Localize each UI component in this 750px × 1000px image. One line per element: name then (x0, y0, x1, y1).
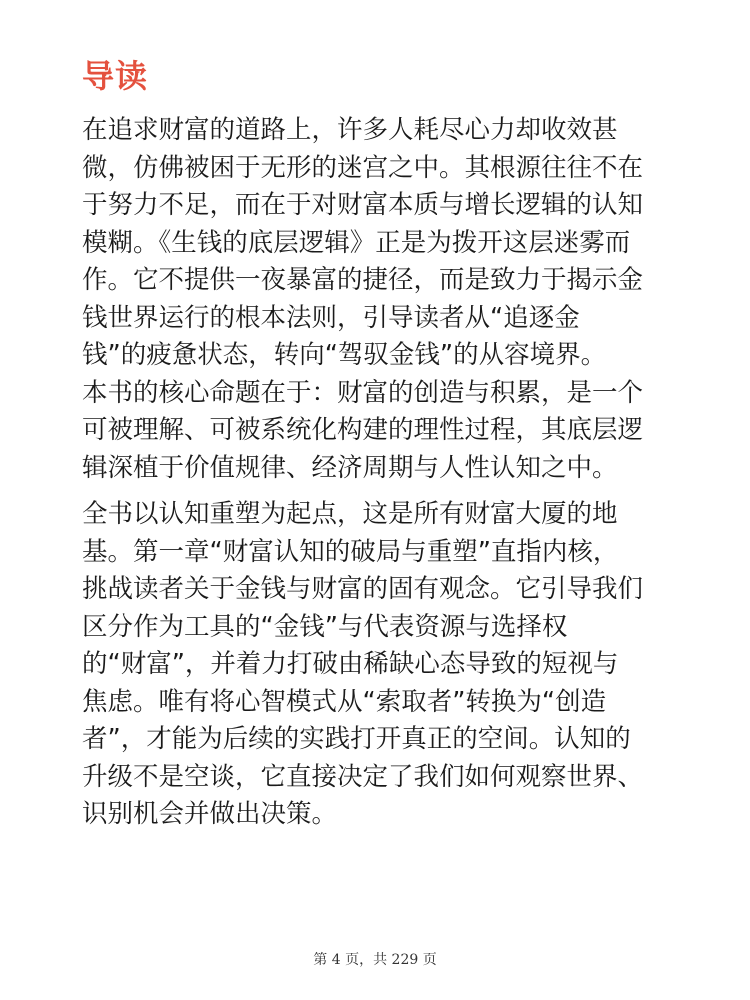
text-line: 升级不是空谈，它直接决定了我们如何观察世界、 (82, 761, 644, 792)
text-line: 全书以认知重塑为起点，这是所有财富大厦的地 (82, 499, 618, 529)
section-heading: 导读 (82, 57, 149, 95)
text-line: 辑深植于价值规律、经济周期与人性认知之中。 (82, 452, 618, 483)
text-line: 基。第一章“财富认知的破局与重塑”直指内核， (82, 536, 619, 567)
text-line: 识别机会并做出决策。 (82, 799, 338, 829)
text-line: 在追求财富的道路上，许多人耗尽心力却收效甚 (82, 115, 618, 145)
page-number-footer: 第 4 页，共 229 页 (313, 952, 437, 968)
text-line: 作。它不提供一夜暴富的捷径，而是致力于揭示金 (82, 265, 644, 295)
text-line: 于努力不足，而在于对财富本质与增长逻辑的认知 (82, 190, 644, 220)
text-line: 焦虑。唯有将心智模式从“索取者”转换为“创造 (82, 686, 607, 717)
text-line: 挑战读者关于金钱与财富的固有观念。它引导我们 (82, 574, 644, 604)
text-line: 的“财富”，并着力打破由稀缺心态导致的短视与 (82, 649, 619, 679)
text-line: 模糊。《生钱的底层逻辑》正是为拨开这层迷雾而 (82, 227, 631, 258)
text-line: 可被理解、可被系统化构建的理性过程，其底层逻 (82, 415, 644, 445)
text-line: 微，仿佛被困于无形的迷宫之中。其根源往往不在 (82, 152, 644, 183)
text-line: 区分作为工具的“金钱”与代表资源与选择权 (82, 611, 568, 642)
text-line: 钱”的疲惫状态，转向“驾驭金钱”的从容境界。 (82, 340, 607, 370)
body-text (82, 112, 668, 834)
text-line: 者”，才能为后续的实践打开真正的空间。认知的 (82, 724, 631, 754)
text-line: 本书的核心命题在于：财富的创造与积累，是一个 (82, 377, 644, 408)
paragraph-1 (82, 112, 668, 487)
paragraph-2 (82, 496, 668, 834)
text-line: 钱世界运行的根本法则，引导读者从“追逐金 (82, 302, 580, 333)
